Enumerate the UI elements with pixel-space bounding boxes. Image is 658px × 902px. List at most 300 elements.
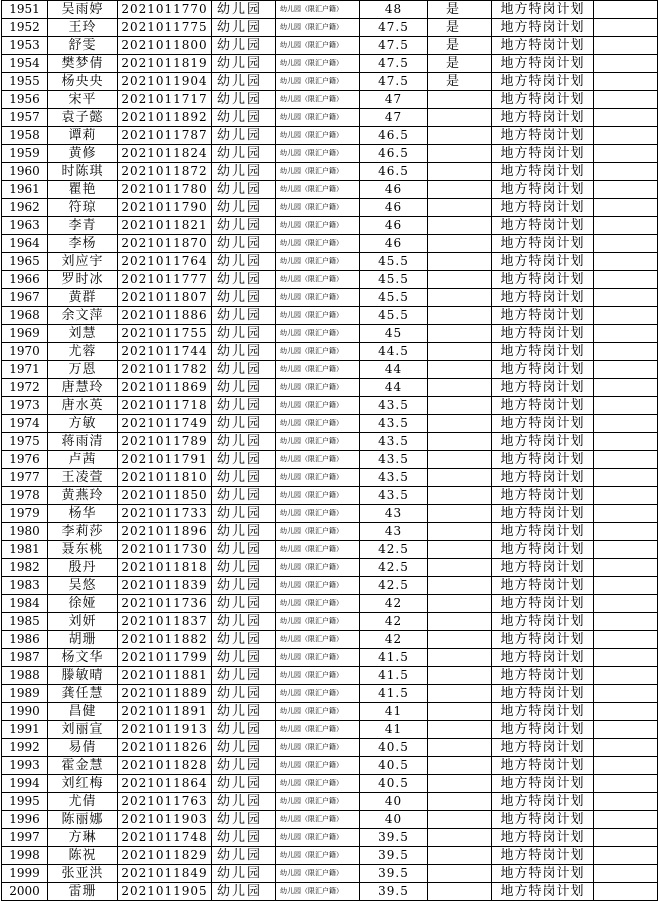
table-row	[2, 721, 658, 739]
table-row	[2, 757, 658, 775]
category-cell: 幼儿园	[212, 307, 276, 325]
candidate-id: 2021011839	[118, 577, 212, 595]
row-number: 1974	[2, 415, 48, 433]
row-number: 1995	[2, 793, 48, 811]
empty-cell	[594, 505, 658, 523]
candidate-name: 方敏	[48, 415, 118, 433]
row-number: 1986	[2, 631, 48, 649]
candidate-name: 黄修	[48, 145, 118, 163]
plan-cell: 地方特岗计划	[492, 865, 594, 883]
category-note: 幼儿园（限汇户籍）	[276, 253, 360, 271]
candidate-name: 刘妍	[48, 613, 118, 631]
flag-cell	[428, 109, 492, 127]
table-row	[2, 793, 658, 811]
candidate-name: 唐慧玲	[48, 379, 118, 397]
flag-cell	[428, 163, 492, 181]
empty-cell	[594, 199, 658, 217]
candidate-id: 2021011736	[118, 595, 212, 613]
empty-cell	[594, 379, 658, 397]
category-cell: 幼儿园	[212, 685, 276, 703]
category-note: 幼儿园（限汇户籍）	[276, 433, 360, 451]
category-cell: 幼儿园	[212, 559, 276, 577]
row-number: 1959	[2, 145, 48, 163]
candidate-id: 2021011829	[118, 847, 212, 865]
category-cell: 幼儿园	[212, 649, 276, 667]
score-cell: 44	[360, 361, 428, 379]
table-row	[2, 415, 658, 433]
candidate-id: 2021011870	[118, 235, 212, 253]
category-cell: 幼儿园	[212, 361, 276, 379]
empty-cell	[594, 253, 658, 271]
row-number: 1964	[2, 235, 48, 253]
category-cell: 幼儿园	[212, 1, 276, 19]
empty-cell	[594, 235, 658, 253]
score-cell: 41	[360, 721, 428, 739]
table-row	[2, 613, 658, 631]
category-note: 幼儿园（限汇户籍）	[276, 469, 360, 487]
candidate-id: 2021011810	[118, 469, 212, 487]
candidate-name: 张亚洪	[48, 865, 118, 883]
candidate-name: 时陈琪	[48, 163, 118, 181]
category-cell: 幼儿园	[212, 505, 276, 523]
table-row	[2, 91, 658, 109]
empty-cell	[594, 271, 658, 289]
score-cell: 46	[360, 217, 428, 235]
category-cell: 幼儿园	[212, 397, 276, 415]
flag-cell	[428, 505, 492, 523]
row-number: 1973	[2, 397, 48, 415]
category-note: 幼儿园（限汇户籍）	[276, 73, 360, 91]
category-cell: 幼儿园	[212, 145, 276, 163]
row-number: 1981	[2, 541, 48, 559]
flag-cell	[428, 181, 492, 199]
candidate-id: 2021011800	[118, 37, 212, 55]
category-cell: 幼儿园	[212, 523, 276, 541]
score-cell: 47.5	[360, 19, 428, 37]
candidate-id: 2021011730	[118, 541, 212, 559]
candidate-name: 殷丹	[48, 559, 118, 577]
empty-cell	[594, 703, 658, 721]
category-note: 幼儿园（限汇户籍）	[276, 505, 360, 523]
score-cell: 45.5	[360, 289, 428, 307]
candidate-name: 瞿艳	[48, 181, 118, 199]
candidate-name: 宋平	[48, 91, 118, 109]
row-number: 1984	[2, 595, 48, 613]
candidate-id: 2021011824	[118, 145, 212, 163]
score-cell: 47.5	[360, 73, 428, 91]
candidate-name: 王玲	[48, 19, 118, 37]
candidate-name: 卢茜	[48, 451, 118, 469]
row-number: 1993	[2, 757, 48, 775]
category-note: 幼儿园（限汇户籍）	[276, 487, 360, 505]
row-number: 1975	[2, 433, 48, 451]
candidate-name: 余文萍	[48, 307, 118, 325]
flag-cell	[428, 145, 492, 163]
flag-cell	[428, 667, 492, 685]
empty-cell	[594, 667, 658, 685]
row-number: 1989	[2, 685, 48, 703]
category-note: 幼儿园（限汇户籍）	[276, 685, 360, 703]
empty-cell	[594, 559, 658, 577]
empty-cell	[594, 685, 658, 703]
candidate-name: 昌健	[48, 703, 118, 721]
category-cell: 幼儿园	[212, 451, 276, 469]
score-cell: 40.5	[360, 739, 428, 757]
category-note: 幼儿园（限汇户籍）	[276, 55, 360, 73]
empty-cell	[594, 451, 658, 469]
table-row	[2, 55, 658, 73]
plan-cell: 地方特岗计划	[492, 289, 594, 307]
score-cell: 43.5	[360, 397, 428, 415]
empty-cell	[594, 865, 658, 883]
empty-cell	[594, 595, 658, 613]
candidate-name: 吴雨婷	[48, 1, 118, 19]
category-note: 幼儿园（限汇户籍）	[276, 1, 360, 19]
empty-cell	[594, 109, 658, 127]
score-cell: 47	[360, 109, 428, 127]
flag-cell	[428, 487, 492, 505]
flag-cell: 是	[428, 37, 492, 55]
category-note: 幼儿园（限汇户籍）	[276, 361, 360, 379]
flag-cell	[428, 235, 492, 253]
flag-cell	[428, 703, 492, 721]
flag-cell	[428, 451, 492, 469]
candidate-name: 尤蓉	[48, 343, 118, 361]
category-cell: 幼儿园	[212, 55, 276, 73]
plan-cell: 地方特岗计划	[492, 271, 594, 289]
table-row	[2, 181, 658, 199]
empty-cell	[594, 289, 658, 307]
score-cell: 39.5	[360, 883, 428, 901]
row-number: 1982	[2, 559, 48, 577]
table-row	[2, 505, 658, 523]
plan-cell: 地方特岗计划	[492, 469, 594, 487]
table-row	[2, 19, 658, 37]
category-cell: 幼儿园	[212, 487, 276, 505]
score-cell: 46	[360, 181, 428, 199]
empty-cell	[594, 631, 658, 649]
row-number: 1951	[2, 1, 48, 19]
candidate-name: 万恩	[48, 361, 118, 379]
plan-cell: 地方特岗计划	[492, 505, 594, 523]
table-row	[2, 865, 658, 883]
empty-cell	[594, 487, 658, 505]
candidate-id: 2021011718	[118, 397, 212, 415]
candidate-id: 2021011849	[118, 865, 212, 883]
category-note: 幼儿园（限汇户籍）	[276, 883, 360, 901]
candidate-name: 吴悠	[48, 577, 118, 595]
candidate-name: 胡珊	[48, 631, 118, 649]
plan-cell: 地方特岗计划	[492, 1, 594, 19]
score-cell: 44	[360, 379, 428, 397]
empty-cell	[594, 217, 658, 235]
flag-cell	[428, 631, 492, 649]
flag-cell	[428, 721, 492, 739]
candidate-name: 刘丽宣	[48, 721, 118, 739]
plan-cell: 地方特岗计划	[492, 253, 594, 271]
candidate-id: 2021011904	[118, 73, 212, 91]
plan-cell: 地方特岗计划	[492, 685, 594, 703]
flag-cell	[428, 883, 492, 901]
category-cell: 幼儿园	[212, 379, 276, 397]
score-cell: 41	[360, 703, 428, 721]
score-cell: 39.5	[360, 829, 428, 847]
category-cell: 幼儿园	[212, 19, 276, 37]
flag-cell	[428, 307, 492, 325]
candidate-name: 袁子懿	[48, 109, 118, 127]
flag-cell: 是	[428, 73, 492, 91]
flag-cell: 是	[428, 19, 492, 37]
category-note: 幼儿园（限汇户籍）	[276, 217, 360, 235]
category-note: 幼儿园（限汇户籍）	[276, 703, 360, 721]
score-cell: 40.5	[360, 775, 428, 793]
candidate-name: 黄燕玲	[48, 487, 118, 505]
row-number: 1969	[2, 325, 48, 343]
candidate-name: 蒋雨清	[48, 433, 118, 451]
flag-cell	[428, 757, 492, 775]
flag-cell	[428, 865, 492, 883]
table-row	[2, 343, 658, 361]
category-cell: 幼儿园	[212, 73, 276, 91]
plan-cell: 地方特岗计划	[492, 757, 594, 775]
empty-cell	[594, 343, 658, 361]
candidate-id: 2021011819	[118, 55, 212, 73]
flag-cell	[428, 271, 492, 289]
score-cell: 41.5	[360, 685, 428, 703]
empty-cell	[594, 577, 658, 595]
category-note: 幼儿园（限汇户籍）	[276, 109, 360, 127]
score-cell: 40	[360, 793, 428, 811]
empty-cell	[594, 775, 658, 793]
row-number: 1967	[2, 289, 48, 307]
category-cell: 幼儿园	[212, 595, 276, 613]
category-note: 幼儿园（限汇户籍）	[276, 739, 360, 757]
table-row	[2, 271, 658, 289]
empty-cell	[594, 307, 658, 325]
candidate-id: 2021011790	[118, 199, 212, 217]
candidate-name: 王凌萱	[48, 469, 118, 487]
category-note: 幼儿园（限汇户籍）	[276, 613, 360, 631]
score-cell: 46.5	[360, 127, 428, 145]
plan-cell: 地方特岗计划	[492, 181, 594, 199]
table-row	[2, 577, 658, 595]
category-note: 幼儿园（限汇户籍）	[276, 595, 360, 613]
category-cell: 幼儿园	[212, 253, 276, 271]
plan-cell: 地方特岗计划	[492, 703, 594, 721]
plan-cell: 地方特岗计划	[492, 541, 594, 559]
row-number: 1978	[2, 487, 48, 505]
row-number: 1970	[2, 343, 48, 361]
results-table	[1, 0, 658, 901]
score-cell: 45.5	[360, 253, 428, 271]
category-cell: 幼儿园	[212, 703, 276, 721]
empty-cell	[594, 145, 658, 163]
table-row	[2, 487, 658, 505]
candidate-name: 徐娅	[48, 595, 118, 613]
candidate-id: 2021011891	[118, 703, 212, 721]
category-cell: 幼儿园	[212, 775, 276, 793]
candidate-name: 樊梦倩	[48, 55, 118, 73]
score-cell: 47	[360, 91, 428, 109]
flag-cell	[428, 811, 492, 829]
category-cell: 幼儿园	[212, 271, 276, 289]
candidate-id: 2021011717	[118, 91, 212, 109]
plan-cell: 地方特岗计划	[492, 379, 594, 397]
candidate-id: 2021011780	[118, 181, 212, 199]
candidate-name: 陈丽娜	[48, 811, 118, 829]
score-cell: 42	[360, 631, 428, 649]
score-cell: 47.5	[360, 37, 428, 55]
table-row	[2, 451, 658, 469]
candidate-id: 2021011791	[118, 451, 212, 469]
flag-cell: 是	[428, 1, 492, 19]
score-cell: 42.5	[360, 559, 428, 577]
category-cell: 幼儿园	[212, 217, 276, 235]
candidate-name: 杨文华	[48, 649, 118, 667]
category-note: 幼儿园（限汇户籍）	[276, 667, 360, 685]
plan-cell: 地方特岗计划	[492, 433, 594, 451]
plan-cell: 地方特岗计划	[492, 523, 594, 541]
category-cell: 幼儿园	[212, 739, 276, 757]
table-row	[2, 883, 658, 901]
plan-cell: 地方特岗计划	[492, 451, 594, 469]
candidate-name: 龚任慧	[48, 685, 118, 703]
category-note: 幼儿园（限汇户籍）	[276, 631, 360, 649]
table-row	[2, 469, 658, 487]
candidate-name: 刘慧	[48, 325, 118, 343]
empty-cell	[594, 163, 658, 181]
plan-cell: 地方特岗计划	[492, 73, 594, 91]
candidate-id: 2021011881	[118, 667, 212, 685]
score-cell: 43.5	[360, 487, 428, 505]
row-number: 1972	[2, 379, 48, 397]
flag-cell	[428, 253, 492, 271]
category-cell: 幼儿园	[212, 667, 276, 685]
empty-cell	[594, 811, 658, 829]
row-number: 1956	[2, 91, 48, 109]
table-row	[2, 649, 658, 667]
candidate-name: 舒雯	[48, 37, 118, 55]
row-number: 1991	[2, 721, 48, 739]
candidate-name: 唐水英	[48, 397, 118, 415]
candidate-id: 2021011787	[118, 127, 212, 145]
score-cell: 42	[360, 613, 428, 631]
score-cell: 39.5	[360, 865, 428, 883]
plan-cell: 地方特岗计划	[492, 739, 594, 757]
flag-cell	[428, 127, 492, 145]
empty-cell	[594, 613, 658, 631]
plan-cell: 地方特岗计划	[492, 397, 594, 415]
score-cell: 48	[360, 1, 428, 19]
table-row	[2, 667, 658, 685]
flag-cell	[428, 289, 492, 307]
candidate-id: 2021011869	[118, 379, 212, 397]
score-cell: 46	[360, 235, 428, 253]
score-cell: 40.5	[360, 757, 428, 775]
score-cell: 43.5	[360, 433, 428, 451]
category-cell: 幼儿园	[212, 577, 276, 595]
plan-cell: 地方特岗计划	[492, 235, 594, 253]
category-cell: 幼儿园	[212, 289, 276, 307]
row-number: 1965	[2, 253, 48, 271]
candidate-id: 2021011903	[118, 811, 212, 829]
plan-cell: 地方特岗计划	[492, 883, 594, 901]
plan-cell: 地方特岗计划	[492, 667, 594, 685]
candidate-name: 符琼	[48, 199, 118, 217]
table-row	[2, 73, 658, 91]
flag-cell	[428, 415, 492, 433]
candidate-id: 2021011775	[118, 19, 212, 37]
flag-cell	[428, 433, 492, 451]
category-note: 幼儿园（限汇户籍）	[276, 397, 360, 415]
score-cell: 43	[360, 505, 428, 523]
flag-cell	[428, 361, 492, 379]
empty-cell	[594, 325, 658, 343]
plan-cell: 地方特岗计划	[492, 415, 594, 433]
score-cell: 45.5	[360, 307, 428, 325]
candidate-id: 2021011850	[118, 487, 212, 505]
row-number: 1958	[2, 127, 48, 145]
score-cell: 44.5	[360, 343, 428, 361]
empty-cell	[594, 793, 658, 811]
candidate-id: 2021011749	[118, 415, 212, 433]
candidate-name: 滕敏晴	[48, 667, 118, 685]
candidate-id: 2021011789	[118, 433, 212, 451]
category-note: 幼儿园（限汇户籍）	[276, 775, 360, 793]
category-note: 幼儿园（限汇户籍）	[276, 91, 360, 109]
candidate-id: 2021011782	[118, 361, 212, 379]
row-number: 1994	[2, 775, 48, 793]
candidate-name: 雷珊	[48, 883, 118, 901]
flag-cell: 是	[428, 55, 492, 73]
row-number: 1998	[2, 847, 48, 865]
candidate-id: 2021011770	[118, 1, 212, 19]
empty-cell	[594, 847, 658, 865]
candidate-id: 2021011913	[118, 721, 212, 739]
category-note: 幼儿园（限汇户籍）	[276, 271, 360, 289]
row-number: 1980	[2, 523, 48, 541]
category-cell: 幼儿园	[212, 415, 276, 433]
category-cell: 幼儿园	[212, 613, 276, 631]
category-cell: 幼儿园	[212, 199, 276, 217]
flag-cell	[428, 325, 492, 343]
score-cell: 40	[360, 811, 428, 829]
candidate-id: 2021011755	[118, 325, 212, 343]
category-cell: 幼儿园	[212, 91, 276, 109]
empty-cell	[594, 721, 658, 739]
category-cell: 幼儿园	[212, 181, 276, 199]
flag-cell	[428, 649, 492, 667]
score-cell: 42.5	[360, 541, 428, 559]
flag-cell	[428, 397, 492, 415]
score-cell: 46	[360, 199, 428, 217]
empty-cell	[594, 127, 658, 145]
empty-cell	[594, 523, 658, 541]
category-note: 幼儿园（限汇户籍）	[276, 163, 360, 181]
score-cell: 45.5	[360, 271, 428, 289]
plan-cell: 地方特岗计划	[492, 325, 594, 343]
candidate-id: 2021011733	[118, 505, 212, 523]
empty-cell	[594, 649, 658, 667]
candidate-name: 杨华	[48, 505, 118, 523]
row-number: 1996	[2, 811, 48, 829]
plan-cell: 地方特岗计划	[492, 775, 594, 793]
plan-cell: 地方特岗计划	[492, 829, 594, 847]
table-row	[2, 325, 658, 343]
row-number: 1992	[2, 739, 48, 757]
flag-cell	[428, 523, 492, 541]
category-cell: 幼儿园	[212, 721, 276, 739]
